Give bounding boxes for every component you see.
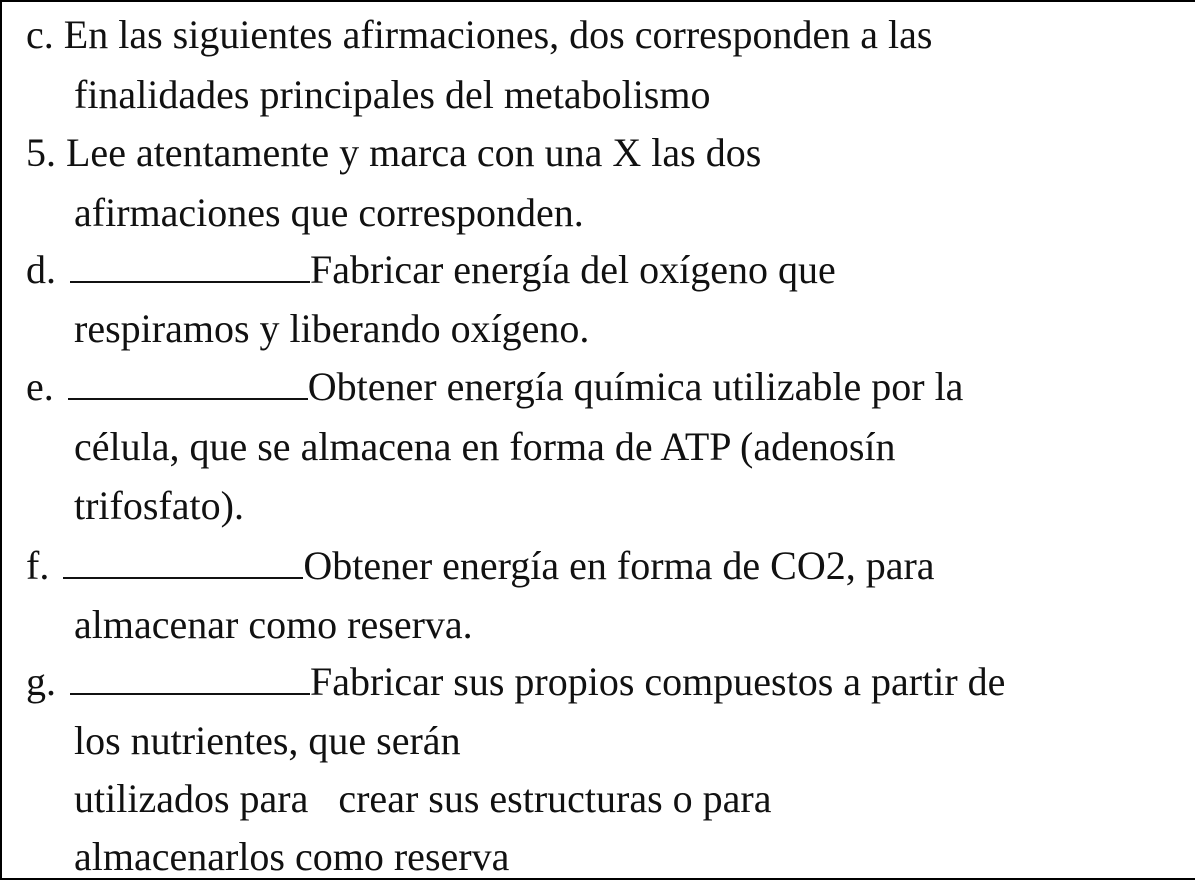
item-c-label: c.	[26, 12, 54, 57]
option-e-text-2: célula, que se almacena en forma de ATP (adenosín	[74, 424, 896, 469]
option-d-text-2: respiramos y liberando oxígeno.	[74, 306, 590, 351]
item-c-text-2: finalidades principales del metabolismo	[74, 72, 711, 117]
item-5-line-1	[26, 130, 761, 176]
option-e-answer-blank[interactable]	[68, 397, 308, 400]
option-g-line-3	[74, 776, 771, 822]
option-d-label: d.	[26, 247, 56, 292]
option-e-label: e.	[26, 364, 54, 409]
option-g-text-1: Fabricar sus propios compuestos a partir de	[310, 659, 1006, 704]
option-g-text-3a: utilizados para	[74, 776, 309, 821]
option-g-line-1	[26, 659, 1005, 705]
option-f-text-2: almacenar como reserva.	[74, 602, 473, 647]
option-g-answer-blank[interactable]	[70, 692, 310, 695]
item-c-text-1: En las siguientes afirmaciones, dos corresponden a las	[63, 12, 933, 57]
option-g-label: g.	[26, 659, 56, 704]
option-f-answer-blank[interactable]	[63, 576, 303, 579]
item-c-line-1	[26, 12, 932, 58]
item-5-label: 5.	[26, 130, 56, 175]
option-e-text-1: Obtener energía química utilizable por la	[307, 364, 964, 409]
option-e-line-1	[26, 364, 963, 410]
option-f-line-1	[26, 543, 935, 589]
item-5-text-2: afirmaciones que corresponden.	[74, 190, 584, 235]
option-d-line-1	[26, 247, 836, 293]
option-d-text-1: Fabricar energía del oxígeno que	[310, 247, 836, 292]
option-g-text-2: los nutrientes, que serán	[74, 718, 461, 763]
option-e-text-3: trifosfato).	[74, 483, 244, 528]
option-d-answer-blank[interactable]	[70, 280, 310, 283]
option-f-text-1: Obtener energía en forma de CO2, para	[303, 543, 935, 588]
option-g-text-3b: crear sus estructuras o para	[338, 776, 772, 821]
option-g-text-4: almacenarlos como reserva	[74, 834, 510, 879]
option-f-label: f.	[26, 543, 50, 588]
item-5-text-1: Lee atentamente y marca con una X las dos	[66, 130, 762, 175]
